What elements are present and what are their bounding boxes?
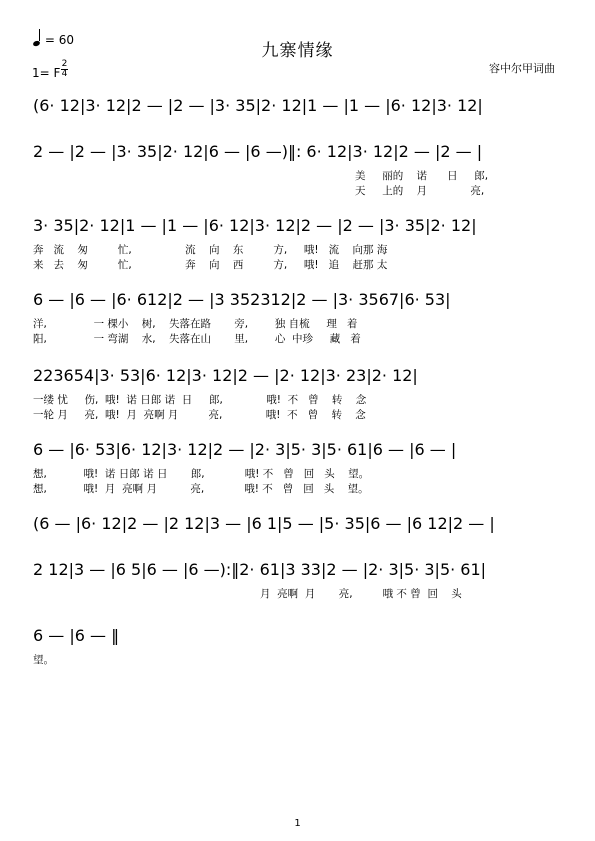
lyric-line-1: 一缕 忧 伤, 哦! 诺 日郎 诺 日 郎, 哦! 不 曾 转 念 xyxy=(33,394,367,406)
notation-line: 223654|3· 53|6· 12|3· 12|2 — |2· 12|3· 23|2· 12| xyxy=(33,366,418,385)
notation-line: 6 — |6· 53|6· 12|3· 12|2 — |2· 3|5· 3|5· 61|6 — |6 — | xyxy=(33,440,457,459)
key-signature: 1= F xyxy=(32,66,61,80)
lyric-line-2: 来 去 匆 忙, 奔 向 西 方, 哦! 追 赶那 太 xyxy=(33,259,388,271)
lyric-line-1: 洋, 一 棵小 树, 失落在路 旁, 独 自梳 理 着 xyxy=(33,318,358,330)
lyric-line-2: 一轮 月 亮, 哦! 月 亮啊 月 亮, 哦! 不 曾 转 念 xyxy=(33,409,366,421)
tempo-value: = 60 xyxy=(44,33,74,47)
notation-line: (6· 12|3· 12|2 — |2 — |3· 35|2· 12|1 — |1 — |6· 12|3· 12| xyxy=(33,96,483,115)
lyric-line-1: 望。 xyxy=(33,654,54,666)
lyric-line-2: 想, 哦! 月 亮啊 月 亮, 哦! 不 曾 回 头 望。 xyxy=(33,483,369,495)
lyric-line-1: 想, 哦! 诺 日郎 诺 日 郎, 哦! 不 曾 回 头 望。 xyxy=(33,468,370,480)
meter-bottom: 4 xyxy=(61,69,68,79)
page-number: 1 xyxy=(294,818,301,829)
lyric-line-1: 奔 流 匆 忙, 流 向 东 方, 哦! 流 向那 海 xyxy=(33,244,388,256)
meter-top: 2 xyxy=(61,59,68,69)
notation-line: 3· 35|2· 12|1 — |1 — |6· 12|3· 12|2 — |2 — |3· 35|2· 12| xyxy=(33,216,477,235)
time-signature xyxy=(61,60,68,79)
notation-line: 6 — |6 — ‖ xyxy=(33,626,120,645)
author-credit: 容中尔甲词曲 xyxy=(489,62,555,75)
notation-line: (6 — |6· 12|2 — |2 12|3 — |6 1|5 — |5· 35|6 — |6 12|2 — | xyxy=(33,514,495,533)
lyric-line-2: 天 上的 月 亮, xyxy=(355,185,485,197)
lyric-line-1: 月 亮啊 月 亮, 哦 不 曾 回 头 xyxy=(260,588,462,600)
lyric-line-2: 阳, 一 弯湖 水, 失落在山 里, 心 中珍 藏 着 xyxy=(33,333,361,345)
page-title: 九寨情缘 xyxy=(261,41,334,61)
notation-line: 6 — |6 — |6· 612|2 — |3 352312|2 — |3· 3567|6· 53| xyxy=(33,290,451,309)
notation-line: 2 — |2 — |3· 35|2· 12|6 — |6 —)‖: 6· 12|3· 12|2 — |2 — | xyxy=(33,142,483,161)
lyric-line-1: 美 丽的 诺 日 郎, xyxy=(355,170,489,182)
notation-line: 2 12|3 — |6 5|6 — |6 —):‖2· 61|3 33|2 — |2· 3|5· 3|5· 61| xyxy=(33,560,487,579)
